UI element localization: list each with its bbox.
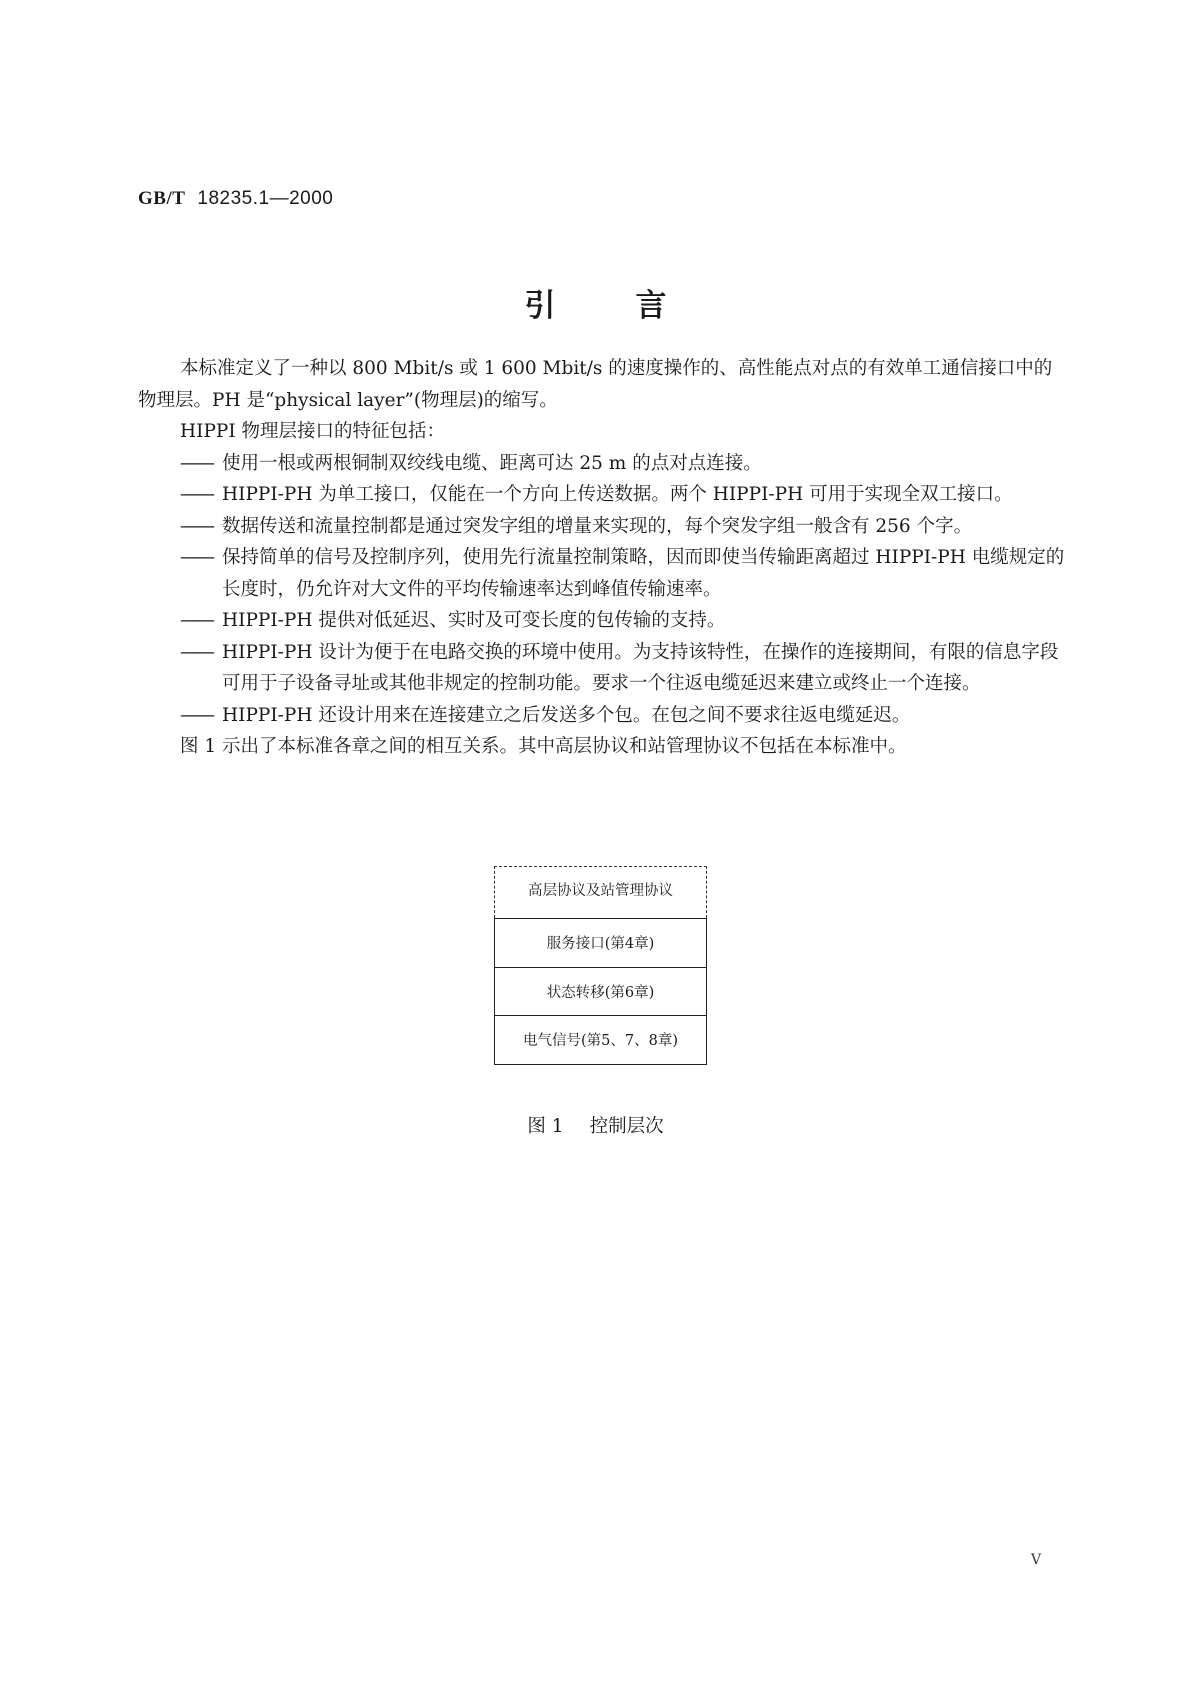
layer-box-state-transition: 状态转移(第6章)	[494, 967, 707, 1017]
standard-number	[138, 188, 333, 210]
page-title: 引言	[524, 288, 747, 324]
figure-title: 控制层次	[589, 1116, 664, 1137]
list-item-text: 保持简单的信号及控制序列，使用先行流量控制策略，因而即使当传输距离超过 HIPPI-PH 电缆规定的长度时，仍允许对大文件的平均传输速率达到峰值传输速率。	[222, 547, 1065, 600]
list-item	[138, 700, 1068, 732]
dash-marker: ——	[180, 610, 213, 631]
intro-paragraph: 本标准定义了一种以 800 Mbit/s 或 1 600 Mbit/s 的速度操作的、高性能点对点的有效单工通信接口中的物理层。PH 是“physical layer”(物理层)的缩写。	[138, 358, 1053, 411]
list-item-text: 使用一根或两根铜制双绞线电缆、距离可达 25 m 的点对点连接。	[222, 452, 762, 474]
list-item-text: HIPPI-PH 为单工接口，仅能在一个方向上传送数据。两个 HIPPI-PH 可用于实现全双工接口。	[222, 484, 1013, 505]
standard-prefix: GB/T	[138, 188, 186, 209]
dash-marker: ——	[180, 452, 213, 474]
layer-box-electrical-signal: 电气信号(第5、7、8章)	[494, 1015, 707, 1065]
closing-paragraph: 图 1 示出了本标准各章之间的相互关系。其中高层协议和站管理协议不包括在本标准中。	[180, 736, 907, 757]
list-item	[138, 605, 1068, 637]
layer-box-upper-protocols: 高层协议及站管理协议	[494, 866, 707, 918]
list-item-text: HIPPI-PH 提供对低延迟、实时及可变长度的包传输的支持。	[222, 610, 726, 631]
standard-code: 18235.1—2000	[197, 188, 334, 209]
features-heading: HIPPI 物理层接口的特征包括：	[180, 421, 446, 442]
dash-marker: ——	[180, 704, 213, 726]
dash-marker: ——	[180, 641, 213, 663]
body-text	[138, 353, 1068, 763]
page-number: V	[1031, 1552, 1042, 1568]
list-item-text: HIPPI-PH 设计为便于在电路交换的环境中使用。为支持该特性，在操作的连接期间，有限的信息字段可用于子设备寻址或其他非规定的控制功能。要求一个往返电缆延迟来建立或终止一个连接。	[222, 641, 1059, 694]
dash-marker: ——	[180, 484, 213, 505]
layer-box-service-interface: 服务接口(第4章)	[494, 918, 707, 968]
dash-marker: ——	[180, 515, 213, 537]
list-item	[138, 542, 1068, 605]
list-item	[138, 479, 1068, 511]
list-item-text: 数据传送和流量控制都是通过突发字组的增量来实现的，每个突发字组一般含有 256 个字。	[222, 515, 973, 537]
list-item	[138, 511, 1068, 543]
list-item	[138, 637, 1068, 700]
figure-caption	[0, 1112, 1191, 1138]
figure-number: 图 1	[527, 1116, 564, 1137]
dash-marker: ——	[180, 547, 213, 568]
layer-diagram	[494, 866, 707, 1065]
list-item	[138, 448, 1068, 480]
list-item-text: HIPPI-PH 还设计用来在连接建立之后发送多个包。在包之间不要求往返电缆延迟。	[222, 704, 911, 726]
